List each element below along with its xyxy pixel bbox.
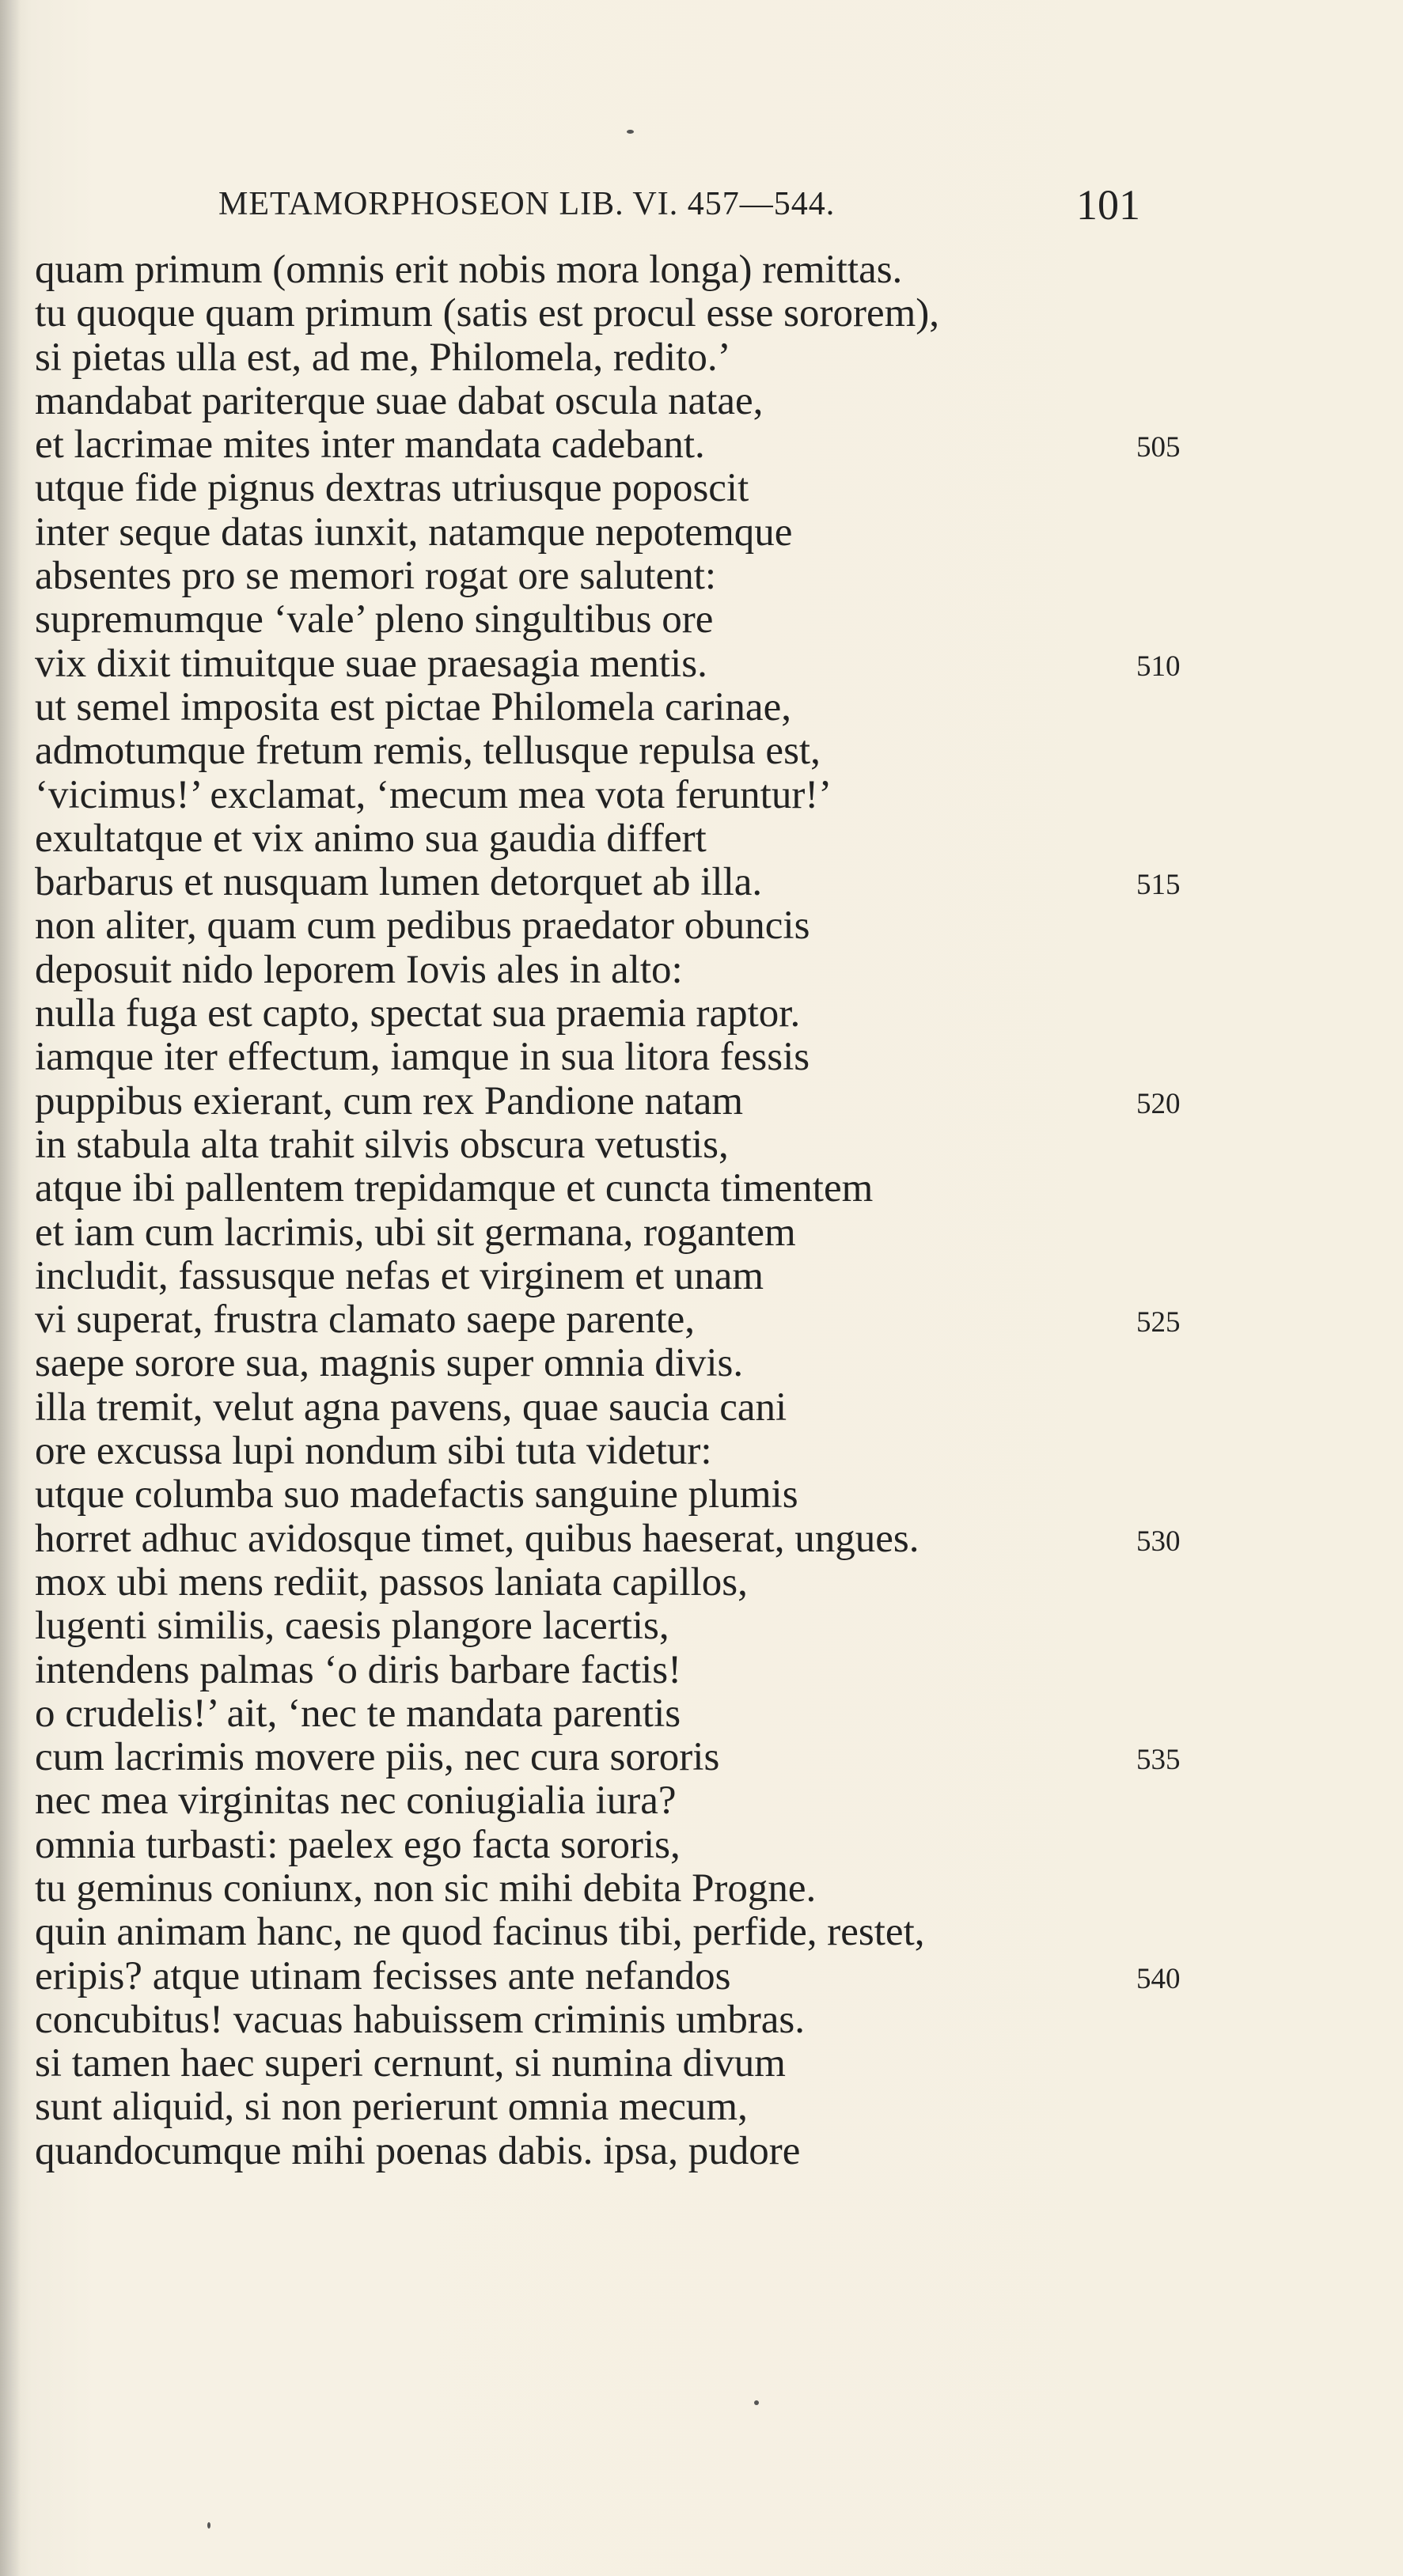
verse-line-text: quandocumque mihi poenas dabis. ipsa, pudore xyxy=(35,2128,801,2173)
verse-line-text: et lacrimae mites inter mandata cadebant. xyxy=(35,422,705,468)
verse-line-text: mandabat pariterque suae dabat oscula natae, xyxy=(35,378,764,423)
verse-line-text: mox ubi mens rediit, passos laniata capillos, xyxy=(35,1559,748,1604)
verse-line xyxy=(35,1911,1222,1954)
verse-line-text: nulla fuga est capto, spectat sua praemia raptor. xyxy=(35,991,801,1036)
verse-line-text: intendens palmas ‘o diris barbare factis! xyxy=(35,1647,682,1692)
verse-line xyxy=(35,555,1222,598)
verse-line xyxy=(35,686,1222,729)
verse-line-text: non aliter, quam cum pedibus praedator obuncis xyxy=(35,903,810,949)
verse-line xyxy=(35,1298,1222,1342)
verse-line-text: inter seque datas iunxit, natamque nepotemque xyxy=(35,510,793,555)
verse-line-text: saepe sorore sua, magnis super omnia divis. xyxy=(35,1341,744,1386)
verse-line-text: barbarus et nusquam lumen detorquet ab illa. xyxy=(35,860,763,905)
verse-line-text: quin animam hanc, ne quod facinus tibi, perfide, restet, xyxy=(35,1910,925,1955)
verse-line xyxy=(35,336,1222,380)
line-number: 510 xyxy=(1136,650,1181,683)
verse-line xyxy=(35,2042,1222,2085)
verse-line xyxy=(35,292,1222,335)
verse-line xyxy=(35,380,1222,423)
verse-line-text: tu geminus coniunx, non sic mihi debita Progne. xyxy=(35,1866,817,1911)
verse-line-text: omnia turbasti: paelex ego facta sororis, xyxy=(35,1822,681,1867)
verse-line xyxy=(35,1779,1222,1823)
verse-line xyxy=(35,1211,1222,1255)
running-title: METAMORPHOSEON LIB. VI. 457—544. xyxy=(218,186,836,222)
verse-line xyxy=(35,1517,1222,1561)
verse-line xyxy=(35,1036,1222,1079)
line-number: 515 xyxy=(1136,869,1181,902)
verse-line xyxy=(35,1167,1222,1210)
line-number: 520 xyxy=(1136,1087,1181,1120)
verse-line xyxy=(35,467,1222,510)
verse-line-text: utque columba suo madefactis sanguine plumis xyxy=(35,1472,798,1517)
verse-line xyxy=(35,817,1222,861)
verse-line-text: eripis? atque utinam fecisses ante nefandos xyxy=(35,1953,731,1998)
verse-line-text: si tamen haec superi cernunt, si numina divum xyxy=(35,2041,786,2086)
verse-line xyxy=(35,511,1222,555)
verse-line-text: ut semel imposita est pictae Philomela carinae, xyxy=(35,684,791,729)
ink-speck-corner xyxy=(207,2522,210,2529)
verse-line xyxy=(35,598,1222,642)
verse-line xyxy=(35,2085,1222,2129)
verse-line-text: in stabula alta trahit silvis obscura vetustis, xyxy=(35,1122,729,1167)
verse-line-text: nec mea virginitas nec coniugialia iura? xyxy=(35,1779,677,1824)
verse-line xyxy=(35,1255,1222,1298)
ink-speck-top xyxy=(627,130,634,134)
verse-line-text: vi superat, frustra clamato saepe parente, xyxy=(35,1297,696,1343)
verse-line xyxy=(35,1386,1222,1430)
line-number: 530 xyxy=(1136,1525,1181,1558)
verse-line xyxy=(35,1736,1222,1779)
verse-line-text: utque fide pignus dextras utriusque poposcit xyxy=(35,466,749,511)
verse-line xyxy=(35,248,1222,292)
verse-line xyxy=(35,1649,1222,1692)
verse-line-text: concubitus! vacuas habuissem criminis umbras. xyxy=(35,1997,806,2042)
verse-line xyxy=(35,1080,1222,1123)
verse-line-text: exultatque et vix animo sua gaudia differt xyxy=(35,816,707,861)
verse-line-text: tu quoque quam primum (satis est procul esse sororem), xyxy=(35,291,940,336)
binding-gutter-shadow xyxy=(0,0,21,2576)
verse-line-text: o crudelis!’ ait, ‘nec te mandata parentis xyxy=(35,1691,681,1736)
verse-line-text: sunt aliquid, si non perierunt omnia mecum, xyxy=(35,2085,748,2130)
verse-line-text: includit, fassusque nefas et virginem et unam xyxy=(35,1253,764,1298)
verse-line-text: et iam cum lacrimis, ubi sit germana, rogantem xyxy=(35,1210,796,1255)
verse-line-text: puppibus exierant, cum rex Pandione natam xyxy=(35,1078,744,1123)
verse-line xyxy=(35,1430,1222,1473)
verse-line-text: si pietas ulla est, ad me, Philomela, redito.’ xyxy=(35,335,731,380)
line-number: 540 xyxy=(1136,1962,1181,1995)
verse-line xyxy=(35,949,1222,992)
line-number: 525 xyxy=(1136,1306,1181,1339)
verse-line-text: atque ibi pallentem trepidamque et cuncta timentem xyxy=(35,1166,874,1211)
verse-line xyxy=(35,1342,1222,1385)
verse-line-text: cum lacrimis movere piis, nec cura sororis xyxy=(35,1735,720,1780)
verse-line xyxy=(35,1561,1222,1604)
verse-line-text: quam primum (omnis erit nobis mora longa) remittas. xyxy=(35,248,903,292)
verse-line-text: admotumque fretum remis, tellusque repulsa est, xyxy=(35,729,821,774)
verse-line-text: illa tremit, velut agna pavens, quae saucia cani xyxy=(35,1385,787,1430)
verse-block xyxy=(35,248,1222,2173)
verse-line-text: iamque iter effectum, iamque in sua litora fessis xyxy=(35,1035,810,1080)
verse-line-text: vix dixit timuitque suae praesagia mentis. xyxy=(35,641,707,686)
verse-line-text: supremumque ‘vale’ pleno singultibus ore xyxy=(35,597,714,642)
line-number: 505 xyxy=(1136,431,1181,464)
verse-line xyxy=(35,774,1222,817)
verse-line xyxy=(35,861,1222,904)
verse-line xyxy=(35,1604,1222,1648)
verse-line xyxy=(35,1824,1222,1867)
running-header xyxy=(218,180,1140,236)
verse-line-text: absentes pro se memori rogat ore salutent: xyxy=(35,554,717,599)
verse-line xyxy=(35,904,1222,948)
page-number: 101 xyxy=(1076,181,1140,229)
verse-line-text: deposuit nido leporem Iovis ales in alto: xyxy=(35,947,683,992)
verse-line-text: ‘vicimus!’ exclamat, ‘mecum mea vota feruntur!’ xyxy=(35,772,832,817)
verse-line xyxy=(35,1123,1222,1167)
verse-line-text: horret adhuc avidosque timet, quibus haeserat, ungues. xyxy=(35,1516,920,1561)
line-number: 535 xyxy=(1136,1744,1181,1777)
verse-line xyxy=(35,1692,1222,1736)
verse-line-text: ore excussa lupi nondum sibi tuta videtur: xyxy=(35,1429,712,1474)
verse-line xyxy=(35,729,1222,773)
verse-line xyxy=(35,1473,1222,1517)
verse-line xyxy=(35,2130,1222,2173)
verse-line xyxy=(35,1998,1222,2042)
ink-speck-bottom xyxy=(754,2400,759,2405)
verse-line xyxy=(35,992,1222,1036)
verse-line xyxy=(35,1867,1222,1911)
verse-line xyxy=(35,423,1222,467)
verse-line xyxy=(35,1955,1222,1998)
verse-line xyxy=(35,642,1222,686)
verse-line-text: lugenti similis, caesis plangore lacertis, xyxy=(35,1604,669,1649)
